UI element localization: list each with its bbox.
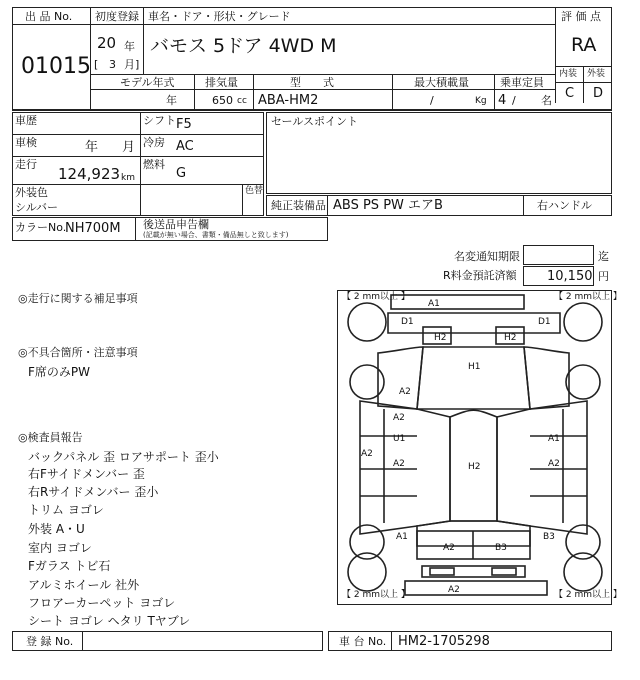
mark-right-rear-quarter: B3 [543,532,555,542]
inspector-line: トリム ヨゴレ [28,503,104,517]
exterior-color-label: 外装色 [15,186,48,199]
tire-bottom-left-label: 【 2 mm以上 】 [342,590,410,600]
car-name: バモス 5ドア 4WD M [150,35,337,57]
grade-value: RA [571,34,597,56]
mark-left-front-door: A2 [393,413,405,423]
first-reg-month-unit: 月] [124,58,140,71]
capacity-unit: 名 [541,94,552,107]
exterior-label: 外装 [587,69,606,79]
color-no-label: カラーNo. [15,221,67,234]
registration-label: 登 録 No. [26,635,74,648]
inspection-month-unit: 月 [122,140,136,155]
declaration-label: 後送品申告欄 [143,218,209,231]
tire-top-left-label: 【 2 mm以上 】 [342,292,410,302]
lot-label: 出 品 No. [25,10,73,23]
inspection-label: 車検 [15,136,37,149]
color-no-value: NH700M [65,221,121,236]
mark-headlight-left: H2 [434,333,447,343]
first-reg-year-unit: 年 [124,40,135,53]
mileage-value: 124,923 [58,165,121,183]
equipment-value: ABS PS PW エアB [333,198,443,213]
fuel-value: G [176,166,187,181]
mileage-unit: km [121,173,135,183]
steering-value: 右ハンドル [537,199,592,212]
model-year-label: モデル年式 [120,76,175,89]
driving-notes-title: ◎走行に関する補足事項 [18,292,138,305]
inspection-year-unit: 年 [85,140,99,155]
capacity-label: 乗車定員 [500,76,544,89]
inspector-line: 室内 ヨゴレ [28,541,92,555]
transfer-deadline-label: 名変通知期限 [454,250,520,263]
mark-left-rear-door: A2 [393,459,405,469]
ac-value: AC [176,139,194,154]
first-reg-label: 初度登録 [95,10,139,23]
lot-number: 01015 [21,54,91,79]
transfer-deadline-field [523,245,594,265]
mark-left-front-fender: A2 [399,387,411,397]
mark-back-right: B3 [495,543,507,553]
tire-top-right-label: 【 2 mm以上 】 [554,292,622,302]
recycle-unit: 円 [598,270,609,283]
first-reg-year: 20 [97,34,117,52]
mark-roof: H2 [468,462,481,472]
defect-line: F席のみPW [28,365,91,379]
exterior-score: D [593,86,604,101]
shift-value: F5 [176,117,192,132]
capacity-slash: / [512,94,516,107]
mark-headlight-right: H2 [504,333,517,343]
interior-score: C [565,86,575,101]
mark-hood: H1 [468,362,481,372]
recycle-value: 10,150 [547,269,593,284]
inspector-line: Fガラス トビ石 [28,559,111,573]
type-label: 型 式 [290,76,334,89]
displacement-unit: cc [237,96,247,106]
inspector-line: フロアーカーペット ヨゴレ [28,596,176,610]
mark-left-side: A2 [361,449,373,459]
recycle-label: R料金預託済額 [443,269,517,282]
history-label: 車歴 [15,114,37,127]
shift-label: シフト [143,114,176,127]
chassis-value: HM2-1705298 [398,634,490,649]
mark-left-rear-quarter: A1 [396,532,408,542]
car-name-label: 車名・ドア・形状・グレード [148,10,291,23]
transfer-deadline-unit: 迄 [598,250,609,263]
ac-label: 冷房 [143,136,165,149]
max-load-slash: / [430,94,434,107]
equipment-label: 純正装備品 [271,199,326,212]
capacity-value: 4 [498,93,507,108]
max-load-unit: Kg [475,96,487,106]
mark-left-pillar: U1 [393,434,406,444]
max-load-label: 最大積載量 [414,76,469,89]
car-diagram [337,290,622,605]
first-reg-month-open: [ [94,58,99,71]
defects-title: ◎不具合箇所・注意事項 [18,346,138,359]
mark-front-right: D1 [538,317,551,327]
mark-rear-bumper: A2 [448,585,460,595]
mark-back-left: A2 [443,543,455,553]
fuel-label: 燃料 [143,158,165,171]
color-change-label: 色替 [245,186,264,196]
first-reg-month: 3 [109,58,116,71]
inspector-line: シート ヨゴレ ヘタリ Tヤブレ [28,614,191,628]
mark-right-front-door: A1 [548,434,560,444]
displacement-value: 650 [212,94,233,107]
mark-front-bumper: A1 [428,299,440,309]
inspector-line: 右Rサイドメンバー 歪小 [28,485,159,499]
tire-bottom-right-label: 【 2 mm以上 】 [554,590,622,600]
inspector-line: 外装 A・U [28,522,85,536]
mileage-label: 走行 [15,158,37,171]
interior-label: 内装 [559,69,578,79]
chassis-label: 車 台 No. [339,635,387,648]
exterior-color-value: シルバー [15,201,58,214]
declaration-note: (記載が無い場合、書類・備品無しと致します) [143,231,289,239]
inspector-line: 右Fサイドメンバー 歪 [28,467,145,481]
mark-right-rear-door: A2 [548,459,560,469]
grade-label: 評 価 点 [561,10,601,23]
type-value: ABA-HM2 [258,93,319,108]
displacement-label: 排気量 [205,76,238,89]
mark-front-left: D1 [401,317,414,327]
model-year-unit: 年 [166,94,177,107]
inspector-line: バックパネル 歪 ロアサポート 歪小 [28,450,219,464]
inspector-title: ◎検査員報告 [18,431,83,444]
inspector-line: アルミホイール 社外 [28,578,140,592]
sales-point-label: セールスポイント [271,115,359,128]
